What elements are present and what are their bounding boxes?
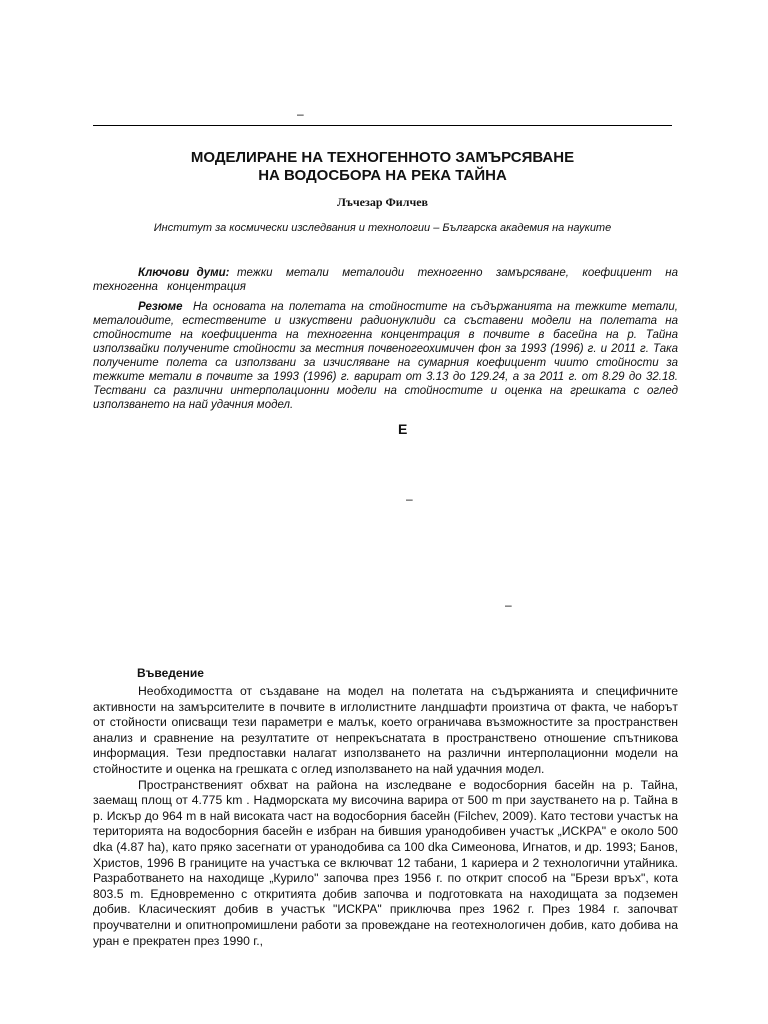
abstract-label: Резюме: [138, 301, 183, 313]
keywords-text: тежки метали металоиди техногенно замърсяване, коефициент на техногенна концентрация: [93, 267, 678, 293]
english-abstract-letter: E: [398, 421, 408, 437]
introduction-paragraph: Пространственият обхват на района на изследване е водосборния басейн на р. Тайна, заемащ площ от 4.775 km . Надморската му височина варира от 500 m при заустването на р. Тайна в р. Искър до 964 m в най високата част на водосборния басейн (Filchev, 2009). Като тестови участък на територията на водосборния басейн е избран на бившия уранодобивен участък „ИСКРА" е около 500 dka (4.87 ha), като пряко засегнати от уранодобива са 100 dka Симеонова, Игнатов, и др. 1993; Банов, Христов, 1996 В границите на участъка се включват 12 табани, 1 кариера и 2 технологични утайника. Разработването на находище „Курило" започва през 1956 г. по открит способ на "Брези връх", кота 803.5 m. Едновременно с откритията добив започва и подготовката на находищата за подземен добив. Класическият добив в участък "ИСКРА" приключва през 1962 г. През 1984 г. започват проучвателни и опитнопромишлени работи за провеждане на геотехнологичен добив, като добива на уран е прекратен през 1990 г.,: [93, 777, 678, 948]
abstract-block: [93, 300, 678, 412]
header-rule: [93, 125, 672, 126]
paper-title: [93, 149, 672, 185]
keywords-label: Ключови думи:: [138, 267, 230, 279]
english-dash-2: –: [505, 598, 512, 612]
english-dash-1: –: [406, 492, 413, 506]
abstract-text: На основата на полетата на стойностите на съдържанията на тежките метали, металоидите, естествените и изкуствени радионуклиди са съставени модели на полетата на стойностите на коефициента на техногенна концентрация в почвите в басейна на р. Тайна използвайки получените стойности за местния почвеногеохимичен фон за 1993 (1996) г. и 2011 г. Така получените полета са използвани за изчисляване на сумарния коефициент чиито стойности за тежките метали в почвите за 1993 (1996) г. варират от 3.13 до 129.24, а за 2011 г. от 8.29 до 32.18. Тествани са различни интерполационни модели на стойностите и оценка на грешката с оглед използването на най удачния модел.: [93, 301, 679, 411]
keywords-block: [93, 266, 678, 294]
introduction-paragraph: Необходимостта от създаване на модел на полетата на съдържанията и специфичните активности на замърсителите в почвите в иглолистните ландшафти произтича от факта, че наборът от стойности описващи тези параметри е малък, което ограничава възможностите за пространствен анализ и сравнение на резултатите от непрекъснатата в пространствено отношение спътникова информация. Тези предпоставки налагат използването на различни интерполационни модели на стойностите и оценка на грешката с оглед използването на най удачния модел.: [93, 684, 678, 776]
author-affiliation: Институт за космически изследвания и технологии – Българска академия на науките: [153, 222, 612, 234]
title-line-2: НА ВОДОСБОРА НА РЕКА ТАЙНА: [258, 167, 507, 184]
title-line-1: МОДЕЛИРАНЕ НА ТЕХНОГЕННОТО ЗАМЪРСЯВАНЕ: [190, 149, 575, 166]
introduction-heading: Въведение: [137, 666, 204, 680]
header-dash: –: [297, 107, 304, 121]
author-name: Лъчезар Филчев: [336, 195, 429, 209]
introduction-body: [93, 684, 678, 949]
